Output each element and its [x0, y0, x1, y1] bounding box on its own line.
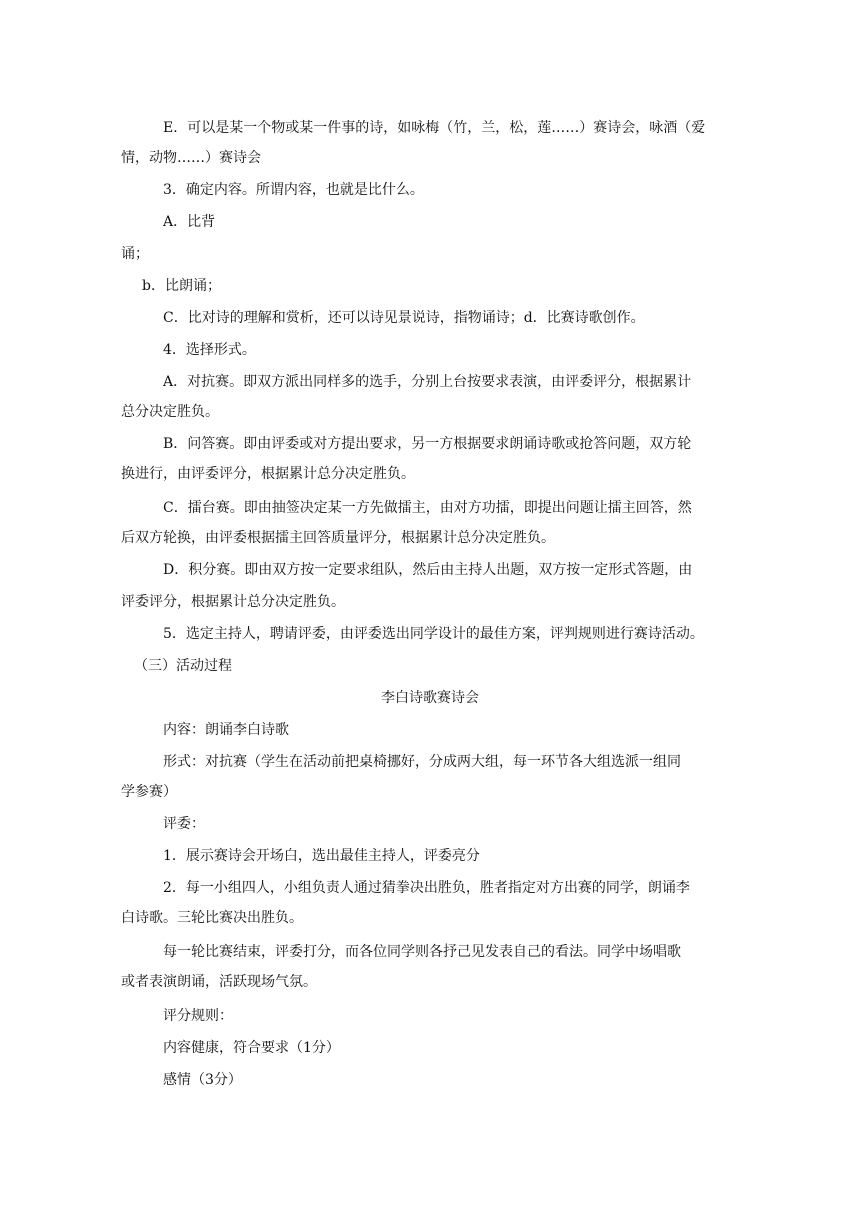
- scoring-rule-2: 感情（3分）: [163, 1072, 242, 1088]
- step3-a-line1: A．比背: [163, 214, 216, 230]
- step4-b-line2: 换进行，由评委评分，根据累计总分决定胜负。: [121, 466, 415, 482]
- procedure-2-line2: 白诗歌。三轮比赛决出胜负。: [121, 910, 303, 926]
- step4-d-line2: 评委评分，根据累计总分决定胜负。: [121, 594, 345, 610]
- procedure-2-line1: 2．每一小组四人，小组负责人通过猜拳决出胜负，胜者指定对方出赛的同学，朗诵李: [163, 880, 690, 896]
- step3-c: C．比对诗的理解和赏析，还可以诗见景说诗，指物诵诗；d．比赛诗歌创作。: [163, 310, 645, 326]
- step4-c-line2: 后双方轮换，由评委根据擂主回答质量评分，根据累计总分决定胜负。: [121, 530, 555, 546]
- step4-a-line1: A．对抗赛。即双方派出同样多的选手，分别上台按要求表演，由评委评分，根据累计: [163, 374, 692, 390]
- step5: 5．选定主持人，聘请评委，由评委选出同学设计的最佳方案，评判规则进行赛诗活动。: [163, 626, 704, 642]
- form-line2: 学参赛）: [121, 784, 177, 800]
- step4-a-line2: 总分决定胜负。: [121, 404, 219, 420]
- scoring-rule-1: 内容健康，符合要求（1分）: [163, 1040, 340, 1056]
- content-line: 内容：朗诵李白诗歌: [163, 722, 289, 738]
- section3-heading: （三）活动过程: [134, 658, 232, 674]
- step3-a-line2: 诵；: [121, 246, 149, 262]
- event-title: 李白诗歌赛诗会: [381, 690, 479, 706]
- step3-b: b．比朗诵；: [142, 278, 221, 294]
- each-round-line2: 或者表演朗诵，活跃现场气氛。: [121, 974, 317, 990]
- each-round-line1: 每一轮比赛结束，评委打分，而各位同学则各抒己见发表自己的看法。同学中场唱歌: [163, 944, 681, 960]
- item-e-line1: E．可以是某一个物或某一件事的诗，如咏梅（竹，兰，松，莲……）赛诗会，咏酒（爱: [163, 120, 706, 136]
- form-line1: 形式：对抗赛（学生在活动前把桌椅挪好，分成两大组，每一环节各大组选派一组同: [163, 754, 681, 770]
- scoring-rules-heading: 评分规则：: [163, 1008, 233, 1024]
- step4-d-line1: D．积分赛。即由双方按一定要求组队，然后由主持人出题，双方按一定形式答题，由: [163, 562, 693, 578]
- step4-b-line1: B．问答赛。即由评委或对方提出要求，另一方根据要求朗诵诗歌或抢答问题，双方轮: [163, 436, 692, 452]
- procedure-1: 1．展示赛诗会开场白，选出最佳主持人，评委亮分: [163, 848, 480, 864]
- step3-heading: 3．确定内容。所谓内容，也就是比什么。: [163, 182, 424, 198]
- item-e-line2: 情，动物……）赛诗会: [121, 150, 261, 166]
- step4-heading: 4．选择形式。: [163, 342, 256, 358]
- step4-c-line1: C．擂台赛。即由抽签决定某一方先做擂主，由对方功擂，即提出问题让擂主回答，然: [163, 500, 692, 516]
- judges-line: 评委：: [163, 816, 205, 832]
